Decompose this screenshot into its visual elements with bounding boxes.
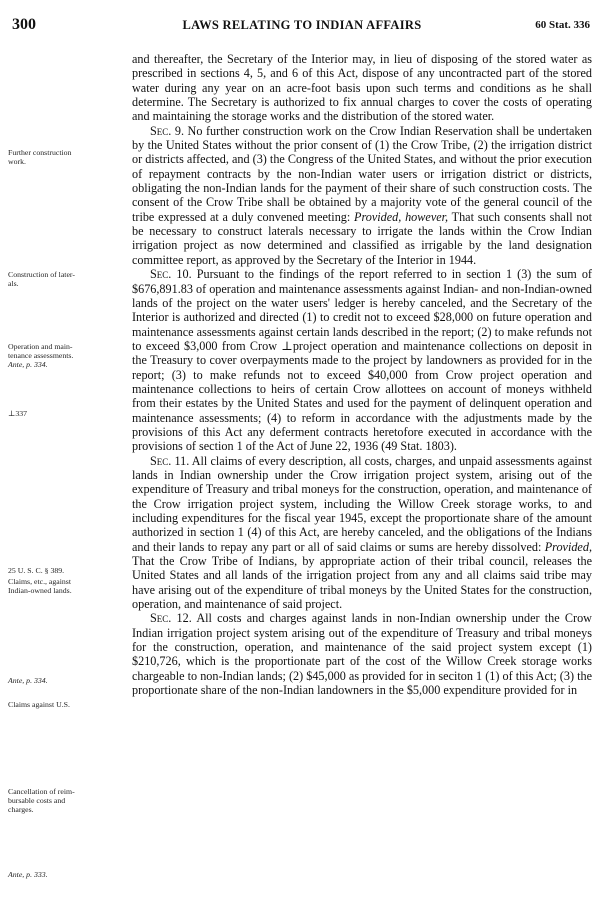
margin-note-line: 25 U. S. C. § 389. — [8, 566, 65, 575]
margin-note-line: Construction of later- — [8, 270, 75, 279]
margin-note-line: ⊥337 — [8, 409, 28, 418]
section-10 — [132, 267, 592, 453]
page-number: 300 — [12, 16, 36, 33]
margin-note-line: Ante, p. 334. — [8, 360, 48, 369]
margin-note — [8, 676, 124, 685]
margin-note — [8, 787, 124, 814]
section-text: All claims of every description, all costs, charges, and unpaid assessments against lands in Indian ownership under the Crow irrigation project system, arising out of the expenditure of Treasury and tribal moneys for the construction, operation, and maintenance of the Crow irrigation project system, including the Willow Creek storage works, to and including expenditures for the fiscal year 1945, except the proportionate share of the amount authorized in section 1 (4) of this Act, are hereby canceled, and the obligations of the Indians and their lands to repay any part or all of said claims or sums are hereby dissolved: — [132, 453, 592, 554]
margin-note-line: Ante, p. 334. — [8, 676, 48, 685]
margin-note-line: Indian-owned lands. — [8, 586, 72, 595]
margin-note-line: charges. — [8, 805, 34, 814]
margin-note-line: Cancellation of reim- — [8, 787, 75, 796]
margin-note — [8, 342, 124, 369]
margin-note-line: Operation and main- — [8, 342, 73, 351]
running-title: LAWS RELATING TO INDIAN AFFAIRS — [182, 18, 422, 32]
margin-note — [8, 270, 124, 288]
margin-note — [8, 148, 124, 166]
section-heading: Sec. 10. — [150, 267, 192, 282]
proviso-italic: Provided, — [544, 539, 592, 554]
margin-note-line: Claims against U.S. — [8, 700, 70, 709]
margin-note — [8, 577, 124, 595]
paragraph-continuation: and thereafter, the Secretary of the Interior may, in lieu of disposing of the stored water as prescribed in sections 4, 5, and 6 of this Act, dispose of any uncontracted part of the stored water during any year on an acre-foot basis upon such terms and conditions as he shall determine. The Secretary is authorized to fix annual charges to cover the costs of operating and maintaining the storage works and the distribution of the stored water. — [132, 52, 592, 124]
section-text: That such consents shall not be necessary to construct laterals necessary to irrigate the lands within the Crow Indian irrigation project as now determined and classified as irrigable by the land designation committee report, as approved by the Secretary of the Interior in 1944. — [132, 209, 592, 267]
section-11 — [132, 454, 592, 612]
statute-citation: 60 Stat. 336 — [535, 19, 590, 31]
margin-note-line: bursable costs and — [8, 796, 66, 805]
section-heading: Sec. 11. — [150, 453, 190, 468]
margin-notes — [0, 0, 128, 900]
margin-note — [8, 566, 124, 575]
margin-note — [8, 870, 124, 879]
margin-note-line: work. — [8, 157, 26, 166]
margin-note-line: Further construction — [8, 148, 72, 157]
margin-note-line: Claims, etc., against — [8, 577, 72, 586]
section-text: All costs and charges against lands in non-Indian ownership under the Crow Indian irrigation project system arising out of the expenditure of Treasury and tribal moneys for the construction, operation, and maintenance of the said project system except (1) $210,726, which is the proportionate part of the cost of the Willow Creek storage works chargeable to non-Indian lands; (2) $45,000 as provided for in seciton 1 (1) of this Act; (3) the proportionate share of the non-Indian landowners in the $5,000 expenditure provided for in — [132, 611, 592, 698]
section-12 — [132, 611, 592, 697]
proviso-italic: Provided, however, — [354, 209, 449, 224]
margin-note-line: Ante, p. 333. — [8, 870, 48, 879]
section-heading: Sec. 12. — [150, 611, 192, 626]
section-text: Pursuant to the findings of the report referred to in section 1 (3) the sum of $676,891.83 of operation and maintenance assessments against Indian- and non-Indian-owned lands of the project on the water users' ledger is hereby canceled, and the Secretary of the Interior is authorized and directed (1) to credit not to exceed $28,000 on future operation and maintenance assessments against certain lands described in the report; (2) to make refunds not to exceed $3,000 from Crow ⊥project operation and maintenance collections on deposit in the Treasury to cover overpayments made to the project by landowners as provided for in the report; (3) to make refunds not to exceed $40,000 from Crow project operation and maintenance collections to heirs of certain Crow allottees on account of moneys withheld from their estates by the United States and used for the payment of delinquent operation and maintenance assessments; (4) to reform in accordance with the adjustments made by the provisions of this Act any deferment contracts heretofore executed in accordance with the provisions of section 1 of the Act of June 22, 1936 (49 Stat. 1803). — [132, 267, 592, 454]
margin-note — [8, 700, 124, 709]
margin-note-line: tenance assessments. — [8, 351, 74, 360]
section-heading: Sec. 9. — [150, 123, 185, 138]
section-text: No further construction work on the Crow Indian Reservation shall be undertaken by the United States without the prior consent of (1) the Crow Tribe, (2) the irrigation district or districts affected, and (3) the Congress of the United States, and without the prior execution of repayment contracts by the non-Indian water users or irrigation district or districts, obligating the non-Indian lands for the payment of their share of such construction costs. The consent of the Crow Tribe shall be obtained by a majority vote of the general council of the tribe expressed at a duly convened meeting: — [132, 123, 592, 224]
section-9 — [132, 124, 592, 267]
section-text: That the Crow Tribe of Indians, by appropriate action of their tribal council, releases the United States and all lands of the irrigation project from any and all claims said tribe may have arising out of the expenditure of tribal moneys by the United States for the construction, operation, and maintenance of said project. — [132, 554, 592, 612]
margin-note — [8, 409, 124, 418]
margin-note-line: als. — [8, 279, 19, 288]
body-text — [132, 52, 592, 697]
